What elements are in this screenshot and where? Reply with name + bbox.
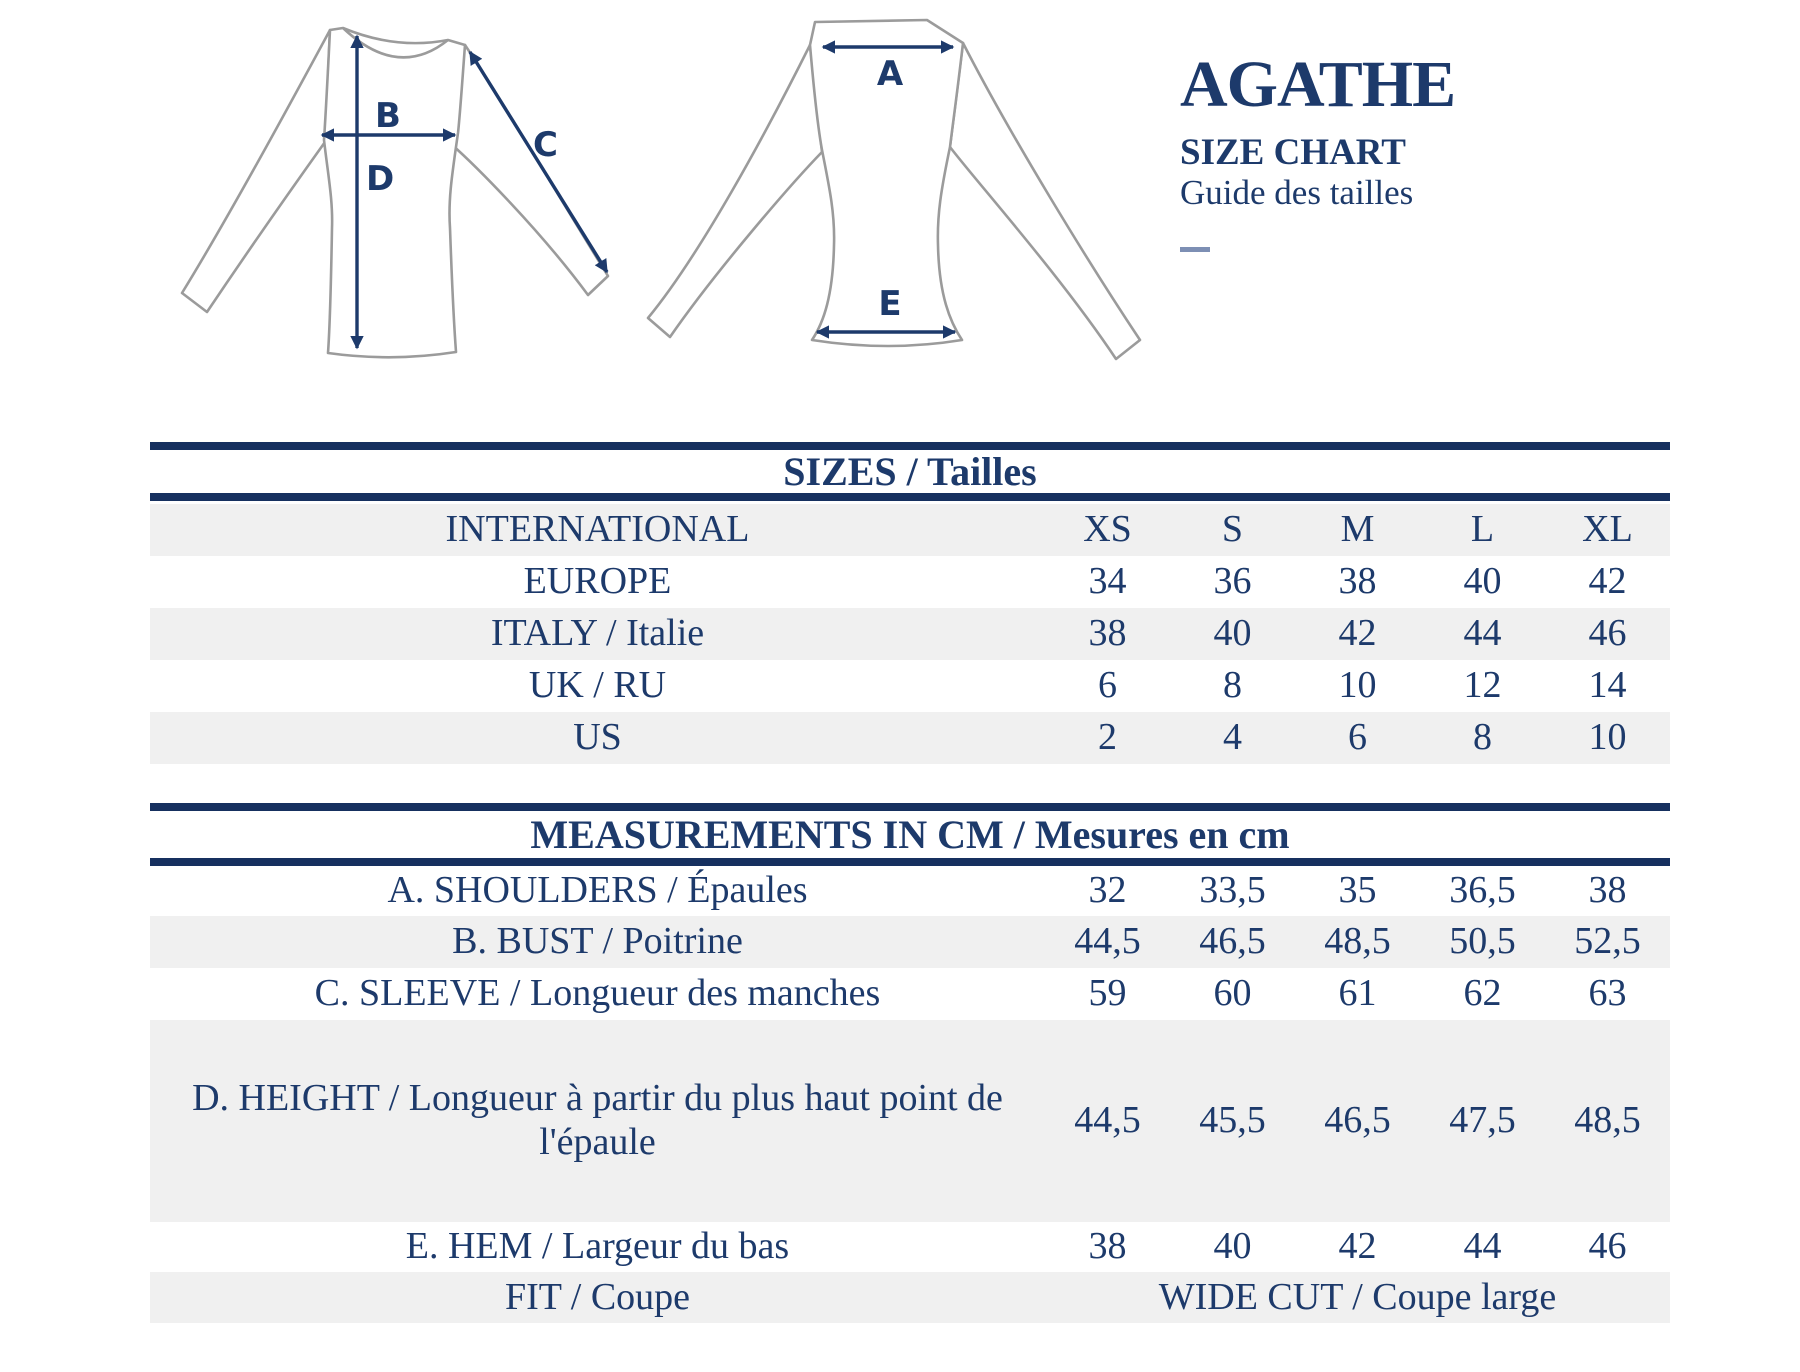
row-label: FIT / Coupe: [504, 1275, 691, 1318]
cell-m: 46,5: [1324, 1099, 1391, 1142]
cell-s: 60: [1213, 972, 1252, 1015]
front-right-sleeve: [450, 45, 608, 295]
cell-xl: 52,5: [1574, 920, 1641, 963]
cell-m: M: [1340, 508, 1375, 551]
cell-m: 10: [1338, 664, 1377, 707]
divider-dash: [1180, 247, 1210, 252]
cell-s: 36: [1213, 560, 1252, 603]
rule-top: [150, 803, 1670, 811]
cell-s: 33,5: [1199, 869, 1266, 912]
cell-xl: 14: [1588, 664, 1627, 707]
rule-under-title: [150, 493, 1670, 501]
table-row-hem: [150, 1222, 1670, 1272]
cell-s: 45,5: [1199, 1099, 1266, 1142]
row-label: INTERNATIONAL: [445, 508, 750, 551]
cell-xs: 34: [1088, 560, 1127, 603]
cell-xl: 46: [1588, 612, 1627, 655]
row-label: D. HEIGHT / Longueur à partir du plus haut point de l'épaule: [192, 1077, 1003, 1163]
cell-s: 40: [1213, 1225, 1252, 1268]
arrow-label-c: C: [533, 125, 558, 165]
cell-s: 40: [1213, 612, 1252, 655]
row-label: ITALY / Italie: [490, 612, 705, 655]
table-row-us: [150, 712, 1670, 764]
size-chart-title: SIZE CHART: [1180, 132, 1406, 173]
cell-xs: XS: [1083, 508, 1132, 551]
cell-l: 12: [1463, 664, 1502, 707]
row-label: A. SHOULDERS / Épaules: [387, 869, 808, 912]
table-row-europe: [150, 556, 1670, 608]
cell-xl: XL: [1582, 508, 1633, 551]
sizes-table: [150, 442, 1670, 764]
table-row-fit: [150, 1272, 1670, 1323]
arrow-label-b: B: [375, 96, 401, 136]
cell-l: L: [1470, 508, 1495, 551]
table-row-shoulders: [150, 866, 1670, 916]
rule-under-title: [150, 858, 1670, 866]
cell-xs: 59: [1088, 972, 1127, 1015]
cell-l: 40: [1463, 560, 1502, 603]
cell-m: 42: [1338, 1225, 1377, 1268]
cell-xs: 44,5: [1074, 920, 1141, 963]
table-row-italy: [150, 608, 1670, 660]
cell-xs: 38: [1088, 1225, 1127, 1268]
measurements-table: [150, 803, 1670, 1323]
cell-l: 47,5: [1449, 1099, 1516, 1142]
cell-s: 46,5: [1199, 920, 1266, 963]
row-label: B. BUST / Poitrine: [452, 920, 743, 963]
cell-s: 8: [1223, 664, 1242, 707]
cell-m: 38: [1338, 560, 1377, 603]
cell-xs: 32: [1088, 869, 1127, 912]
cell-l: 62: [1463, 972, 1502, 1015]
cell-m: 42: [1338, 612, 1377, 655]
cell-s: 4: [1223, 716, 1242, 759]
front-body-outline: [324, 28, 465, 357]
cell-xl: 10: [1588, 716, 1627, 759]
cell-xl: 42: [1588, 560, 1627, 603]
size-chart-subtitle: Guide des tailles: [1180, 173, 1414, 212]
cell-xs: 38: [1088, 612, 1127, 655]
sizes-table-title: SIZES / Tailles: [783, 448, 1037, 494]
arrow-label-e: E: [878, 284, 902, 324]
cell-xl: 63: [1588, 972, 1627, 1015]
product-name: AGATHE: [1180, 48, 1456, 121]
cell-l: 44: [1463, 1225, 1502, 1268]
cell-xl: 46: [1588, 1225, 1627, 1268]
cell-xs: 6: [1098, 664, 1117, 707]
cell-m: 61: [1338, 972, 1377, 1015]
table-row-sleeve: [150, 968, 1670, 1020]
measurements-table-title: MEASUREMENTS IN CM / Mesures en cm: [530, 811, 1290, 857]
arrow-label-d: D: [366, 159, 395, 199]
cell-l: 8: [1473, 716, 1492, 759]
cell-s: S: [1221, 508, 1244, 551]
garment-diagram: [150, 0, 1170, 380]
table-row-bust: [150, 916, 1670, 968]
table-row-international: [150, 504, 1670, 556]
row-label: C. SLEEVE / Longueur des manches: [314, 972, 881, 1015]
row-label: E. HEM / Largeur du bas: [405, 1225, 790, 1268]
cell-m: 48,5: [1324, 920, 1391, 963]
back-left-sleeve: [648, 45, 822, 337]
cell-l: 44: [1463, 612, 1502, 655]
cell-l: 50,5: [1449, 920, 1516, 963]
garment-front-view: [182, 28, 608, 357]
row-label: UK / RU: [528, 664, 667, 707]
table-row-height: [150, 1020, 1670, 1222]
cell-l: 36,5: [1449, 869, 1516, 912]
cell-m: 6: [1348, 716, 1367, 759]
row-label: US: [573, 716, 622, 759]
front-left-sleeve: [182, 30, 330, 312]
fit-value: WIDE CUT / Coupe large: [1158, 1275, 1557, 1318]
table-row-uk: [150, 660, 1670, 712]
cell-xs: 44,5: [1074, 1099, 1141, 1142]
cell-m: 35: [1338, 869, 1377, 912]
back-right-sleeve: [950, 43, 1140, 359]
cell-xs: 2: [1098, 716, 1117, 759]
arrow-label-a: A: [876, 54, 904, 94]
cell-xl: 38: [1588, 869, 1627, 912]
cell-xl: 48,5: [1574, 1099, 1641, 1142]
row-label: EUROPE: [523, 560, 672, 603]
